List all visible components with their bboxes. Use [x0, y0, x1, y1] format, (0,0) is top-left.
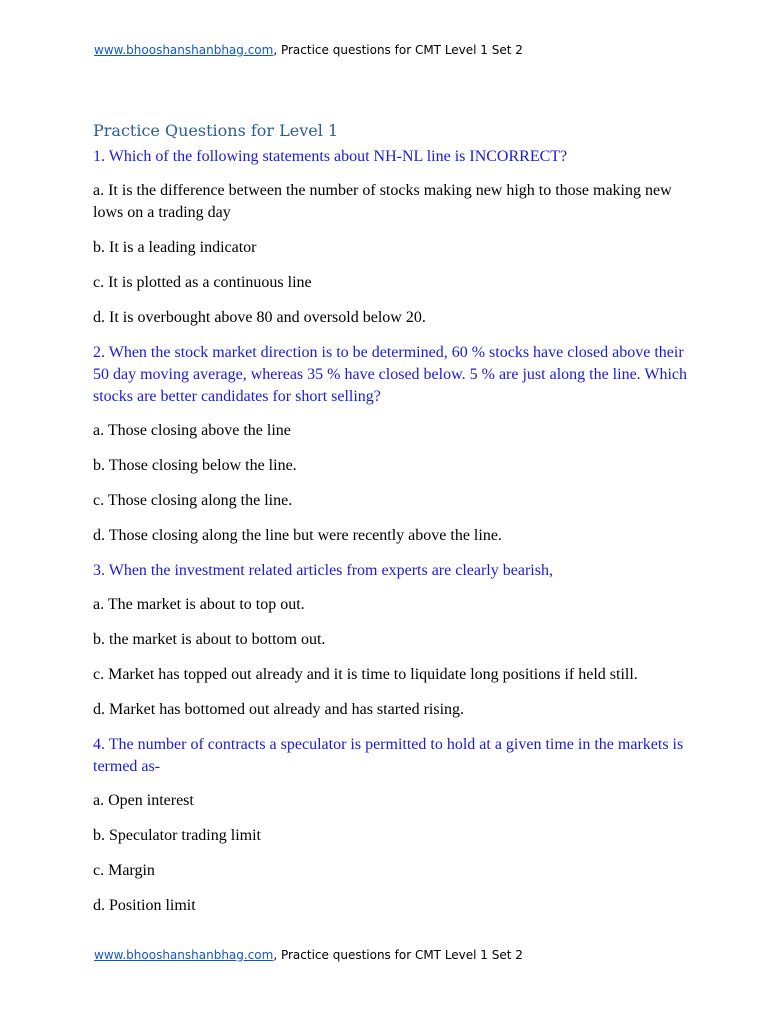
question-block-2 [93, 342, 693, 547]
question-text: 2. When the stock market direction is to be determined, 60 % stocks have closed above their 50 day moving average, whereas 35 % have closed below. 5 % are just along the line. Which stocks are better candidates for short selling? [93, 344, 688, 405]
option-b: b. Speculator trading limit [93, 827, 261, 844]
footer-site-link[interactable]: www.bhooshanshanbhag.com [94, 948, 274, 962]
question-text: 1. Which of the following statements about NH-NL line is INCORRECT? [93, 148, 568, 165]
page-header [94, 43, 523, 57]
page-footer [94, 948, 523, 962]
footer-text: , Practice questions for CMT Level 1 Set 2 [273, 948, 523, 962]
option-d: d. It is overbought above 80 and oversold below 20. [93, 309, 426, 326]
option-d: d. Position limit [93, 897, 196, 914]
question-block-4 [93, 734, 693, 917]
header-site-link[interactable]: www.bhooshanshanbhag.com [94, 43, 274, 57]
section-title: Practice Questions for Level 1 [93, 121, 339, 140]
option-a: a. Those closing above the line [93, 422, 291, 439]
document-body [93, 120, 693, 930]
question-block-3 [93, 560, 693, 721]
question-text: 4. The number of contracts a speculator is permitted to hold at a given time in the markets is termed as- [93, 736, 684, 775]
option-c: c. It is plotted as a continuous line [93, 274, 312, 291]
option-c: c. Those closing along the line. [93, 492, 293, 509]
question-block-1 [93, 146, 693, 329]
option-a: a. The market is about to top out. [93, 596, 305, 613]
option-b: b. the market is about to bottom out. [93, 631, 326, 648]
question-text: 3. When the investment related articles from experts are clearly bearish, [93, 562, 553, 579]
option-b: b. It is a leading indicator [93, 239, 257, 256]
option-a: a. It is the difference between the number of stocks making new high to those making new lows on a trading day [93, 182, 672, 221]
option-b: b. Those closing below the line. [93, 457, 297, 474]
option-c: c. Margin [93, 862, 155, 879]
option-d: d. Market has bottomed out already and has started rising. [93, 701, 465, 718]
option-a: a. Open interest [93, 792, 194, 809]
option-d: d. Those closing along the line but were recently above the line. [93, 527, 502, 544]
header-text: , Practice questions for CMT Level 1 Set 2 [273, 43, 523, 57]
option-c: c. Market has topped out already and it is time to liquidate long positions if held still. [93, 666, 638, 683]
